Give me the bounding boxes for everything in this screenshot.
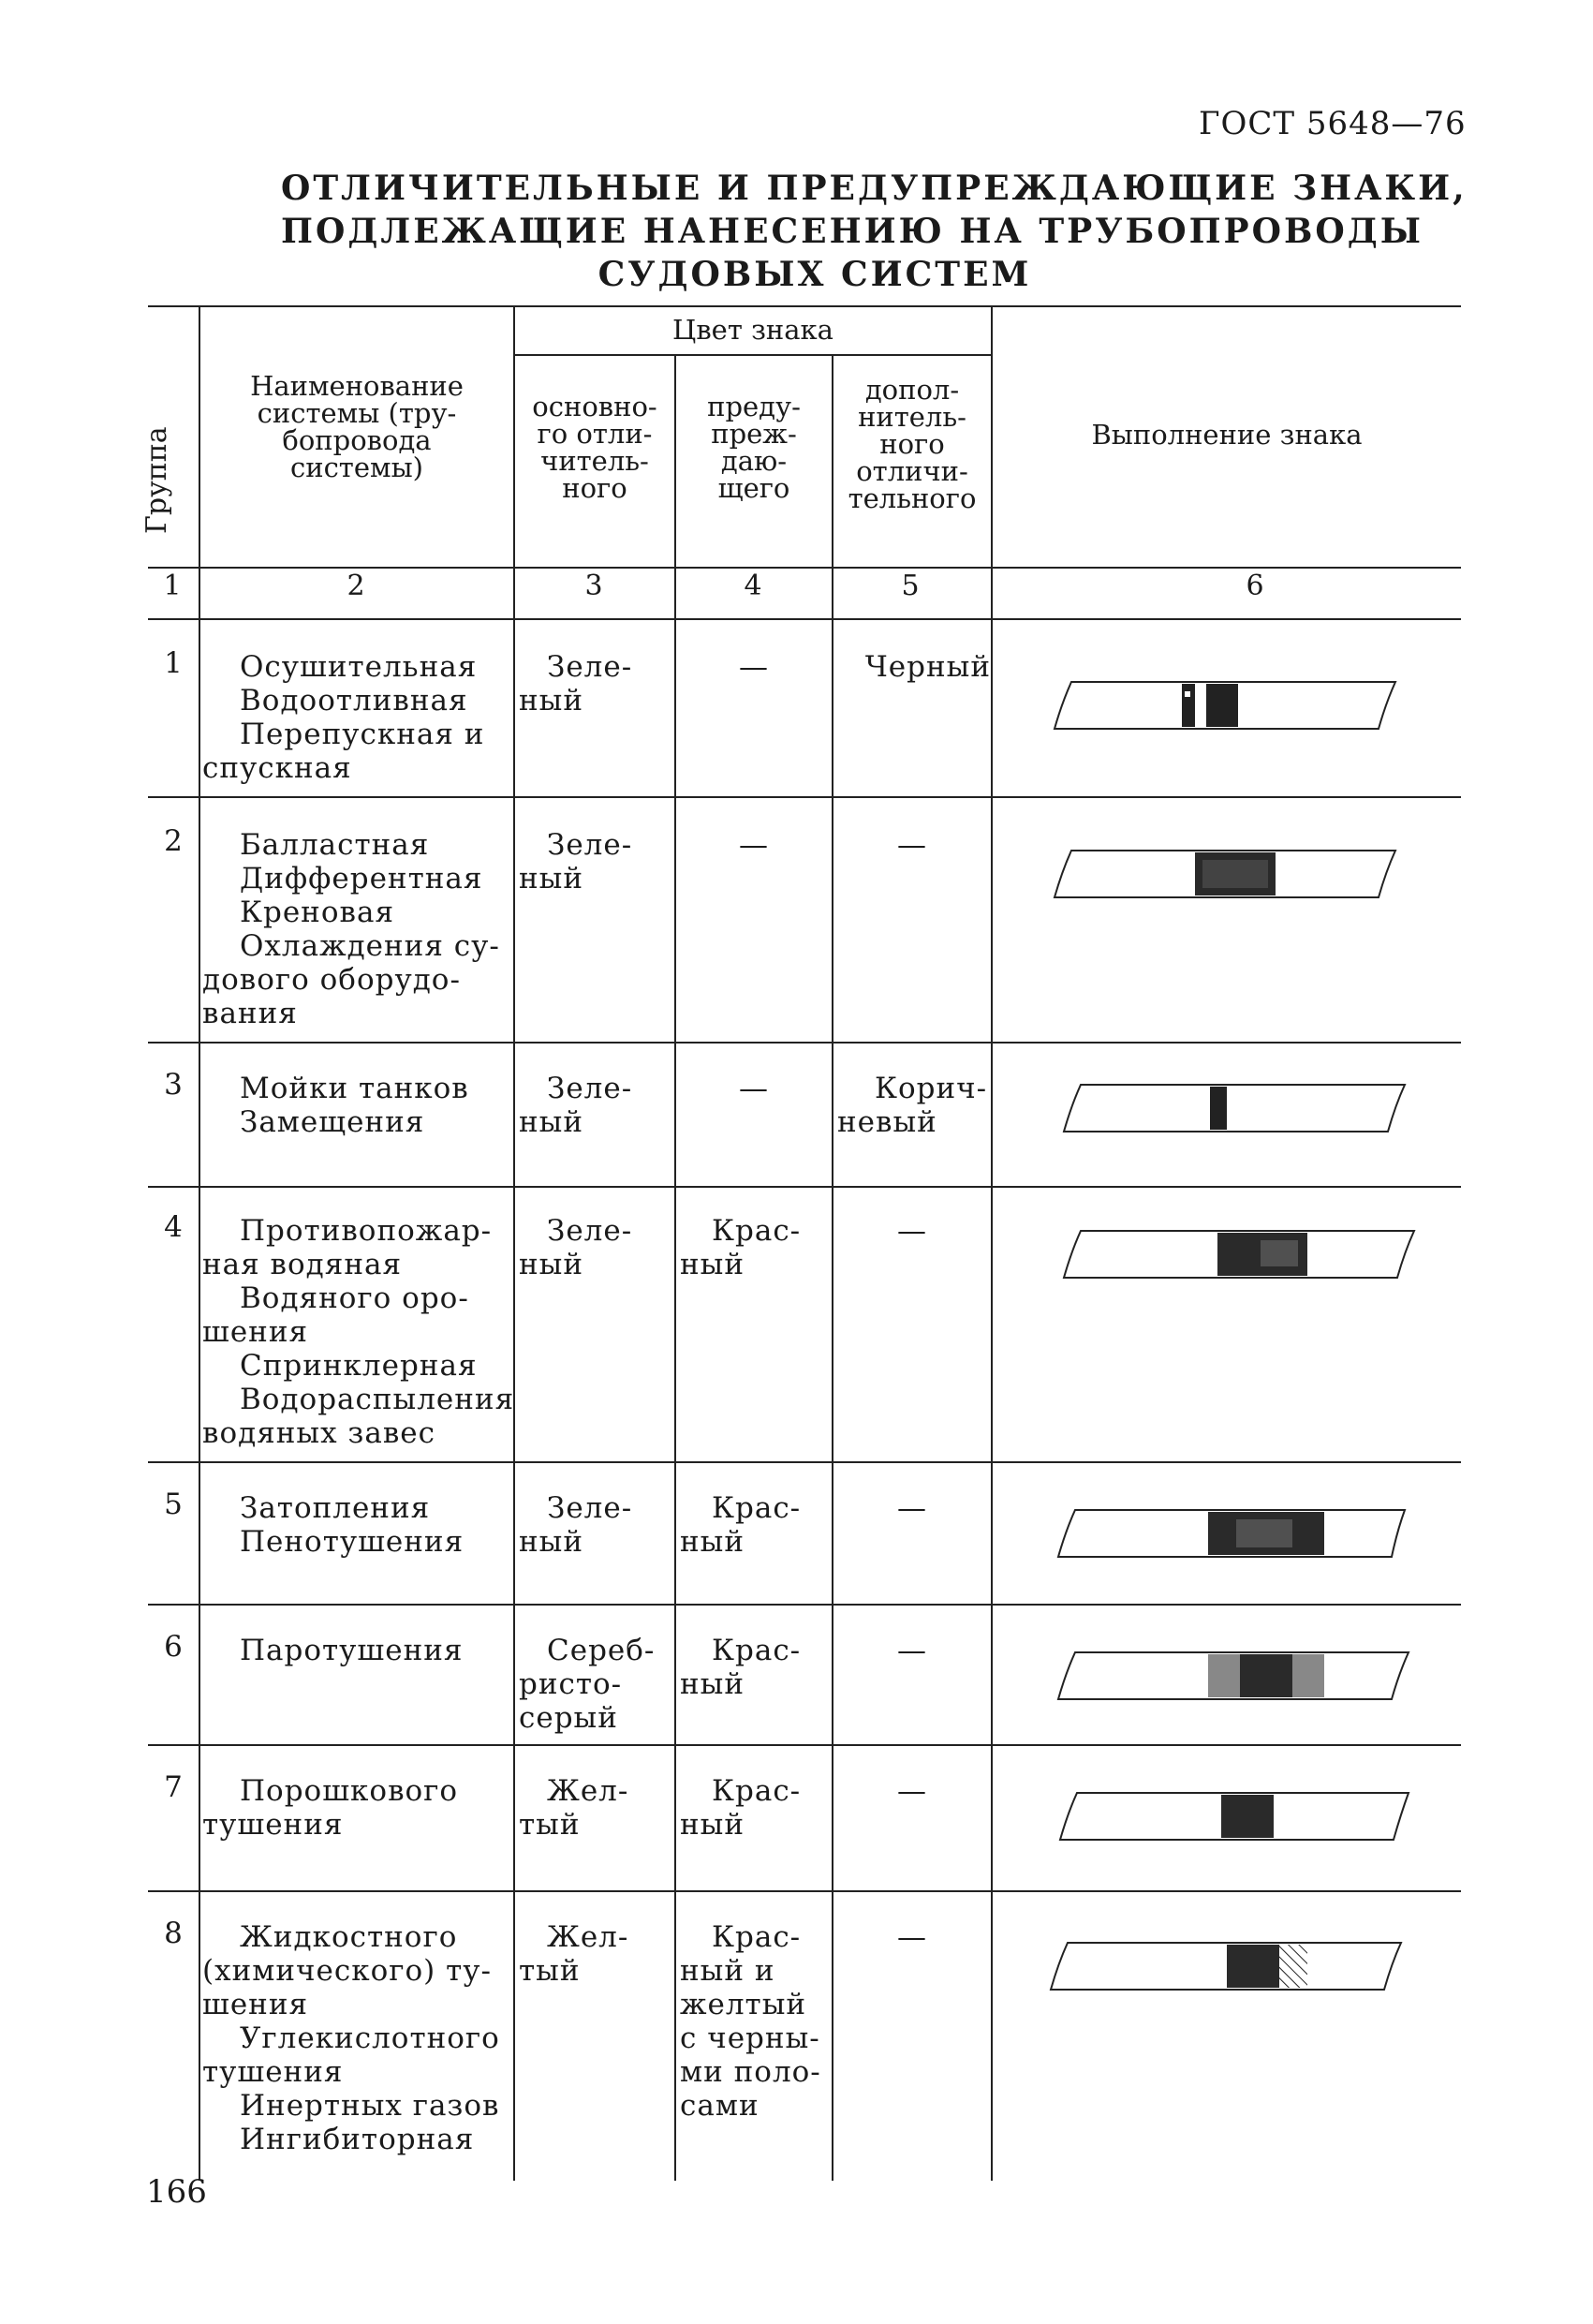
group-number: 8 — [164, 1917, 183, 1950]
document-code: ГОСТ 5648—76 — [1199, 105, 1467, 142]
title-line-2: ПОДЛЕЖАЩИЕ НАНЕСЕНИЮ НА ТРУБОПРОВОДЫ — [281, 212, 1424, 251]
warning-color: — — [739, 650, 769, 684]
header-sign-color: Цвет знака — [672, 314, 833, 346]
pipe-sign-2 — [1049, 843, 1405, 909]
header-system-name: Наименование системы (тру- бопровода системы) — [250, 370, 464, 483]
group-number: 2 — [164, 824, 183, 858]
main-color: Жел- тый — [519, 1774, 629, 1842]
warning-color: — — [739, 828, 769, 862]
page-number: 166 — [146, 2173, 207, 2211]
group-number: 4 — [164, 1210, 183, 1244]
system-name: Осушительная Водоотливная Перепускная и спускная — [202, 650, 485, 785]
warning-color: Крас- ный — [680, 1774, 802, 1842]
group-number: 3 — [164, 1068, 183, 1102]
column-number-3: 3 — [584, 570, 603, 602]
warning-color: Крас- ный и желтый с черны- ми поло- сами — [680, 1920, 821, 2123]
pipe-sign-3 — [1058, 1077, 1414, 1143]
pipe-sign-5 — [1053, 1502, 1418, 1568]
warning-color: Крас- ный — [680, 1634, 802, 1701]
main-color: Зеле- ный — [519, 650, 633, 718]
column-number-5: 5 — [901, 570, 920, 602]
main-color: Сереб- ристо- серый — [519, 1634, 656, 1735]
group-number: 1 — [164, 646, 183, 680]
group-number: 5 — [164, 1488, 183, 1521]
main-color: Жел- тый — [519, 1920, 629, 1988]
extra-color: Черный — [864, 650, 991, 684]
header-sign-execution: Выполнение знака — [1091, 419, 1363, 451]
extra-color: — — [897, 1214, 927, 1248]
main-color: Зеле- ный — [519, 828, 633, 896]
column-number-1: 1 — [163, 570, 182, 602]
column-number-6: 6 — [1246, 570, 1264, 602]
system-name: Порошкового тушения — [202, 1774, 459, 1842]
pipe-sign-7 — [1055, 1785, 1420, 1851]
extra-color: — — [897, 1491, 927, 1525]
system-name: Мойки танков Замещения — [240, 1072, 469, 1139]
group-number: 7 — [164, 1770, 183, 1804]
column-number-4: 4 — [744, 570, 762, 602]
pipe-sign-8 — [1045, 1935, 1410, 2001]
header-extra-color: допол- нитель- ного отличи- тельного — [848, 374, 977, 514]
group-number: 6 — [164, 1630, 183, 1664]
header-warning-color: преду- преж- даю- щего — [707, 391, 801, 504]
extra-color: — — [897, 1634, 927, 1667]
title-line-3: СУДОВЫХ СИСТЕМ — [597, 255, 1032, 294]
warning-color: Крас- ный — [680, 1491, 802, 1559]
extra-color: — — [897, 1920, 927, 1954]
extra-color: Корич- невый — [837, 1072, 988, 1139]
main-color: Зеле- ный — [519, 1072, 633, 1139]
column-number-2: 2 — [347, 570, 365, 602]
warning-color: Крас- ный — [680, 1214, 802, 1281]
pipe-sign-6 — [1053, 1645, 1418, 1710]
pipe-sign-4 — [1058, 1223, 1423, 1289]
main-color: Зеле- ный — [519, 1214, 633, 1281]
extra-color: — — [897, 1774, 927, 1808]
warning-color: — — [739, 1072, 769, 1105]
system-name: Паротушения — [240, 1634, 464, 1667]
header-main-color: основно- го отли- читель- ного — [532, 391, 657, 504]
title-line-1: ОТЛИЧИТЕЛЬНЫЕ И ПРЕДУПРЕЖДАЮЩИЕ ЗНАКИ, — [281, 169, 1468, 208]
pipe-sign-1 — [1049, 674, 1405, 740]
system-name: Затопления Пенотушения — [240, 1491, 465, 1559]
header-group: Группа — [140, 426, 173, 534]
system-name: Противопожар- ная водяная Водяного оро- шения Спринклерная Водораспыления водяных завес — [202, 1214, 515, 1450]
page-title — [281, 167, 1468, 296]
system-name: Жидкостного (химического) ту- шения Углекислотного тушения Инертных газов Ингибиторная — [202, 1920, 500, 2156]
extra-color: — — [897, 828, 927, 862]
system-name: Балластная Дифферентная Креновая Охлаждения су- дового оборудо- вания — [202, 828, 500, 1030]
main-color: Зеле- ный — [519, 1491, 633, 1559]
